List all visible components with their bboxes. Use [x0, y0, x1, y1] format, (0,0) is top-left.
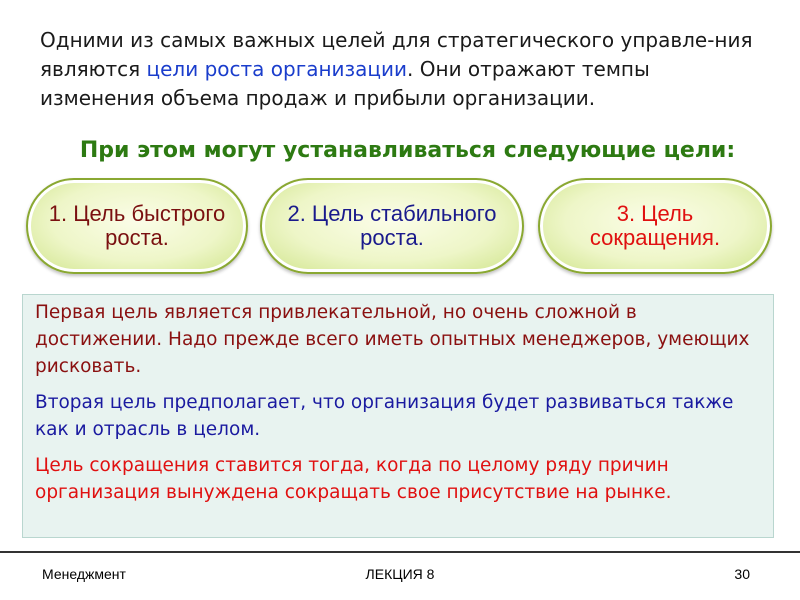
explanation-reduction-goal: Цель сокращения ставится тогда, когда по целому ряду причин организация вынуждена сокращать свое присутствие на рынке. — [35, 455, 672, 503]
footer-page-number: 30 — [734, 566, 750, 582]
intro-highlight: цели роста организации — [146, 57, 408, 81]
footer-lecture: ЛЕКЦИЯ 8 — [365, 566, 435, 582]
intro-text-end: . Они отражают темпы изменения объема продаж и прибыли организации. — [40, 57, 650, 110]
goal-fast-growth — [26, 178, 248, 274]
goals-subtitle: При этом могут устанавливаться следующие цели: — [79, 138, 736, 163]
goal-stable-growth — [260, 178, 524, 274]
explanation-second-goal: Вторая цель предполагает, что организация будет развиваться также как и отрасль в целом. — [35, 392, 734, 440]
goal-reduction — [538, 178, 772, 274]
goal-stable-growth-label: 2. Цель стабильного роста. — [287, 201, 497, 250]
footer-divider — [0, 551, 800, 553]
explanation-first-goal: Первая цель является привлекательной, но очень сложной в достижении. Надо прежде всего иметь опытных менеджеров, умеющих рисковать. — [35, 302, 750, 377]
goal-fast-growth-label: 1. Цель быстрого роста. — [48, 201, 226, 250]
explanation-box — [22, 294, 774, 538]
intro-paragraph — [40, 26, 770, 113]
goal-reduction-label: 3. Цель сокращения. — [589, 201, 721, 250]
footer-course: Менеджмент — [42, 566, 126, 582]
intro-text-start: Одними из самых важных целей для стратегического управле-ния являются — [40, 28, 753, 81]
